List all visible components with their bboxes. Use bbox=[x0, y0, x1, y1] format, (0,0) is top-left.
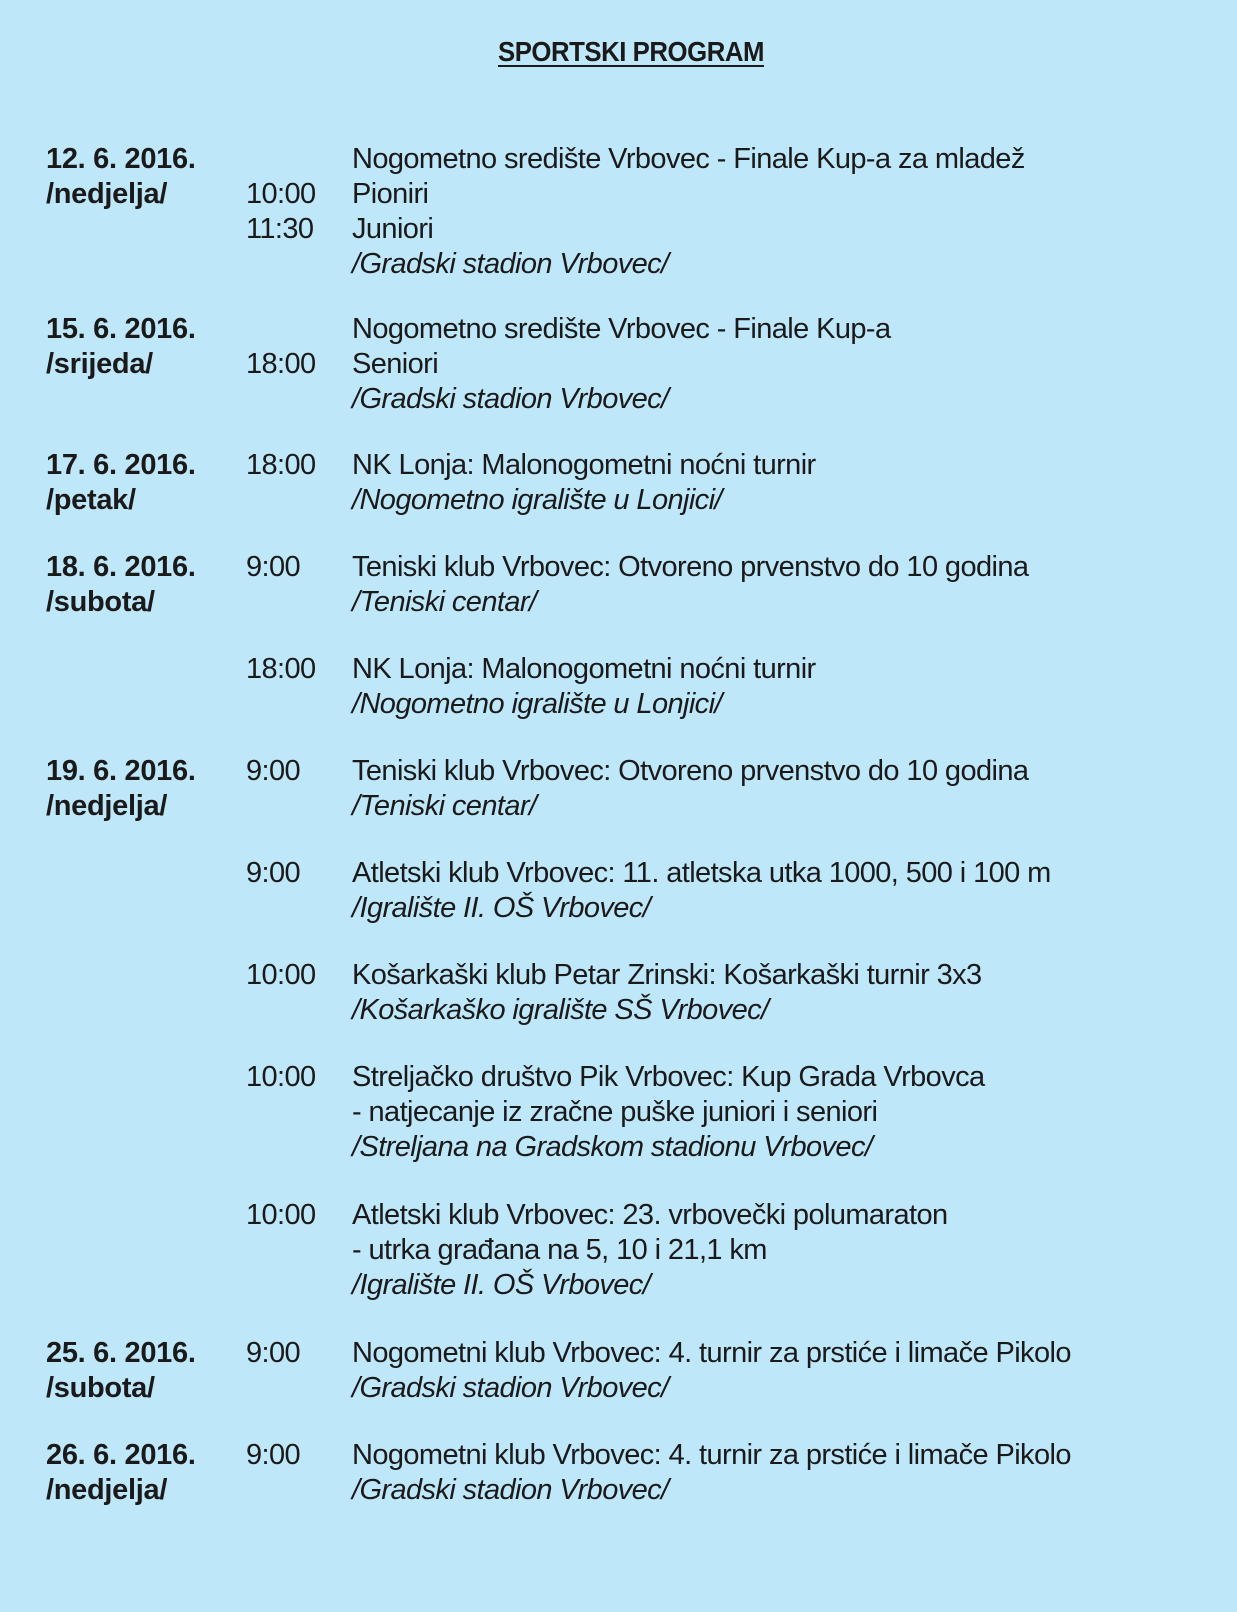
entry-location: /Gradski stadion Vrbovec/ bbox=[352, 1372, 669, 1404]
entry-day: /nedjelja/ bbox=[46, 790, 168, 822]
entry-location: /Košarkaško igralište SŠ Vrbovec/ bbox=[352, 994, 769, 1026]
entry-date: 15. 6. 2016. bbox=[46, 313, 196, 345]
entry-event-text: Atletski klub Vrbovec: 23. vrbovečki polumaraton bbox=[352, 1199, 948, 1231]
entry-time: 9:00 bbox=[246, 755, 301, 787]
entry-event-text: Teniski klub Vrbovec: Otvoreno prvenstvo do 10 godina bbox=[352, 551, 1029, 583]
entry-event-column bbox=[352, 754, 1028, 824]
entry-event-text: Juniori bbox=[352, 213, 434, 245]
entry-event-column bbox=[352, 1060, 985, 1165]
entry-time: 18:00 bbox=[246, 449, 316, 481]
entry-event-column bbox=[352, 958, 982, 1028]
entry-event-column bbox=[352, 652, 816, 722]
entry-date: 12. 6. 2016. bbox=[46, 143, 196, 175]
entry-time-column bbox=[246, 1438, 300, 1473]
entry-location: /Streljana na Gradskom stadionu Vrbovec/ bbox=[352, 1131, 873, 1163]
entry-event-text: - utrka građana na 5, 10 i 21,1 km bbox=[352, 1234, 767, 1266]
page-title: SPORTSKI PROGRAM bbox=[497, 36, 764, 67]
entry-event-text: Košarkaški klub Petar Zrinski: Košarkaški turnir 3x3 bbox=[352, 959, 982, 991]
entry-date-column bbox=[46, 448, 196, 518]
entry-event-column bbox=[352, 856, 1051, 926]
entry-time: 10:00 bbox=[246, 1199, 316, 1231]
entry-event-text: Streljačko društvo Pik Vrbovec: Kup Grada Vrbovca bbox=[352, 1061, 985, 1093]
entry-event-text: Nogometno središte Vrbovec - Finale Kup-a za mladež bbox=[352, 143, 1025, 175]
entry-time-column bbox=[246, 856, 300, 891]
entry-date: 26. 6. 2016. bbox=[46, 1439, 196, 1471]
entry-date: 17. 6. 2016. bbox=[46, 449, 196, 481]
entry-time: 9:00 bbox=[246, 551, 301, 583]
entry-event-text: NK Lonja: Malonogometni noćni turnir bbox=[352, 449, 816, 481]
entry-date: 18. 6. 2016. bbox=[46, 551, 196, 583]
entry-location: /Igralište II. OŠ Vrbovec/ bbox=[352, 892, 651, 924]
entry-time-column bbox=[246, 1198, 316, 1233]
entry-date: 25. 6. 2016. bbox=[46, 1337, 196, 1369]
entry-time: 11:30 bbox=[246, 213, 314, 245]
entry-location: /Nogometno igralište u Lonjici/ bbox=[352, 688, 722, 720]
entry-time-column bbox=[246, 550, 300, 585]
entry-location: /Gradski stadion Vrbovec/ bbox=[352, 383, 669, 415]
entry-date: 19. 6. 2016. bbox=[46, 755, 196, 787]
entry-event-text: Nogometni klub Vrbovec: 4. turnir za prstiće i limače Pikolo bbox=[352, 1439, 1071, 1471]
entry-day: /nedjelja/ bbox=[46, 1474, 168, 1506]
entry-time: 18:00 bbox=[246, 653, 316, 685]
entry-event-column bbox=[352, 1198, 948, 1303]
entry-time: 18:00 bbox=[246, 348, 316, 380]
entry-time-column bbox=[246, 312, 316, 382]
entry-event-column bbox=[352, 1438, 1071, 1508]
entry-time: 9:00 bbox=[246, 1337, 301, 1369]
entry-day: /srijeda/ bbox=[46, 348, 153, 380]
entry-event-column bbox=[352, 448, 816, 518]
entry-event-text: Teniski klub Vrbovec: Otvoreno prvenstvo do 10 godina bbox=[352, 755, 1029, 787]
entry-time-column bbox=[246, 1336, 300, 1371]
entry-location: /Nogometno igralište u Lonjici/ bbox=[352, 484, 722, 516]
entry-date-column bbox=[46, 754, 196, 824]
entry-time-column bbox=[246, 142, 316, 247]
entry-day: /subota/ bbox=[46, 1372, 155, 1404]
entry-location: /Igralište II. OŠ Vrbovec/ bbox=[352, 1269, 651, 1301]
entry-time-column bbox=[246, 958, 316, 993]
entry-event-text: - natjecanje iz zračne puške juniori i seniori bbox=[352, 1096, 878, 1128]
entry-location: /Teniski centar/ bbox=[352, 586, 537, 618]
entry-date-column bbox=[46, 1438, 196, 1508]
entry-event-column bbox=[352, 312, 891, 417]
entry-location: /Teniski centar/ bbox=[352, 790, 537, 822]
entry-day: /subota/ bbox=[46, 586, 155, 618]
entry-time: 9:00 bbox=[246, 857, 301, 889]
entry-event-column bbox=[352, 142, 1025, 282]
entry-event-text: Nogometni klub Vrbovec: 4. turnir za prstiće i limače Pikolo bbox=[352, 1337, 1071, 1369]
entry-time-column bbox=[246, 652, 316, 687]
entry-event-text: Seniori bbox=[352, 348, 439, 380]
entry-time: 9:00 bbox=[246, 1439, 301, 1471]
entry-date-column bbox=[46, 142, 196, 212]
entry-event-text: NK Lonja: Malonogometni noćni turnir bbox=[352, 653, 816, 685]
entry-date-column bbox=[46, 1336, 196, 1406]
entry-date-column bbox=[46, 312, 196, 382]
entry-time: 10:00 bbox=[246, 1061, 316, 1093]
entry-event-text: Nogometno središte Vrbovec - Finale Kup-a bbox=[352, 313, 891, 345]
entry-event-text: Atletski klub Vrbovec: 11. atletska utka 1000, 500 i 100 m bbox=[352, 857, 1051, 889]
entry-time-column bbox=[246, 754, 300, 789]
entry-event-column bbox=[352, 1336, 1071, 1406]
entry-time: 10:00 bbox=[246, 178, 316, 210]
entry-day: /petak/ bbox=[46, 484, 136, 516]
entry-time-column bbox=[246, 1060, 316, 1095]
entry-time: 10:00 bbox=[246, 959, 316, 991]
entry-day: /nedjelja/ bbox=[46, 178, 168, 210]
entry-time bbox=[246, 142, 316, 177]
entry-time-column bbox=[246, 448, 316, 483]
entry-event-column bbox=[352, 550, 1028, 620]
entry-time bbox=[246, 312, 316, 347]
entry-event-text: Pioniri bbox=[352, 178, 429, 210]
entry-date-column bbox=[46, 550, 196, 620]
entry-location: /Gradski stadion Vrbovec/ bbox=[352, 248, 669, 280]
entry-location: /Gradski stadion Vrbovec/ bbox=[352, 1474, 669, 1506]
